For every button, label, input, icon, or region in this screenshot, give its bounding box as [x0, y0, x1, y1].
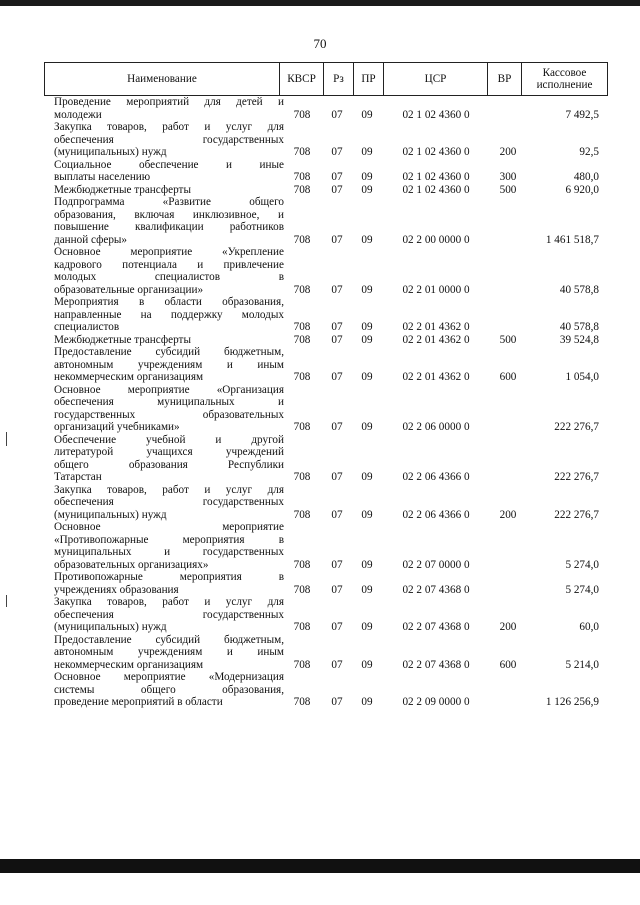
row-csr: 02 2 06 0000 0: [402, 421, 470, 433]
table-row: [44, 196, 608, 246]
row-sum: 92,5: [579, 146, 599, 158]
row-sum: 60,0: [579, 621, 599, 633]
row-vr: 500: [499, 183, 517, 196]
row-name: [54, 334, 284, 347]
row-rz: 07: [331, 658, 343, 671]
header-pr: ПР: [353, 63, 383, 95]
row-kvsr: 708: [293, 171, 311, 183]
row-name-line: Проведение мероприятий для детей и: [54, 96, 284, 108]
row-name-line: образовательные организации»: [54, 283, 204, 296]
row-rz: 07: [331, 146, 343, 158]
row-csr: 02 2 06 4366 0: [402, 471, 470, 483]
header-kvsr: КВСР: [279, 63, 323, 95]
row-vr: 200: [499, 146, 517, 158]
row-pr: 09: [361, 108, 373, 121]
row-rz: 07: [331, 233, 343, 246]
row-csr: 02 2 07 0000 0: [402, 558, 470, 571]
row-name: [54, 246, 284, 296]
row-csr: 02 2 06 4366 0: [402, 508, 470, 521]
row-sum: 40 578,8: [559, 283, 599, 296]
table-row: [44, 159, 608, 184]
row-name-line: Мероприятия в области образования,: [54, 296, 284, 308]
row-name-line: обеспечения муниципальных и: [54, 396, 284, 408]
row-name: [54, 571, 284, 596]
row-rz: 07: [331, 421, 343, 433]
row-sum: 39 524,8: [559, 333, 599, 346]
row-name-line: учреждениях образования: [54, 583, 179, 596]
table-row: [44, 484, 608, 522]
row-name-line: направленные на поддержку молодых: [54, 308, 284, 321]
row-kvsr: 708: [293, 146, 311, 158]
row-name-line: Основное мероприятие: [54, 521, 284, 533]
row-sum: 480,0: [573, 171, 599, 183]
row-name-line: молодых специалистов в: [54, 271, 284, 283]
row-rz: 07: [331, 283, 343, 296]
row-name-line: общего образования Республики: [54, 458, 284, 471]
row-pr: 09: [361, 471, 373, 483]
row-sum: 1 054,0: [565, 371, 599, 383]
row-vr: 600: [499, 371, 517, 383]
row-name-line: системы общего образования,: [54, 683, 284, 696]
scan-edge-mark: [6, 595, 7, 607]
table-row: [44, 521, 608, 571]
row-csr: 02 2 01 0000 0: [402, 283, 470, 296]
row-name-line: обеспечения государственных: [54, 496, 284, 508]
row-csr: 02 2 01 4362 0: [402, 333, 470, 346]
scan-edge-mark: [6, 432, 7, 446]
row-sum: 222 276,7: [554, 471, 599, 483]
row-kvsr: 708: [293, 583, 311, 596]
row-sum: 5 274,0: [565, 583, 599, 596]
row-name-line: некоммерческим организациям: [54, 371, 204, 383]
row-kvsr: 708: [293, 471, 311, 483]
row-name: [54, 96, 284, 121]
row-csr: 02 2 00 0000 0: [402, 233, 470, 246]
row-csr: 02 2 01 4362 0: [402, 371, 470, 383]
row-name-line: Обеспечение учебной и другой: [54, 433, 284, 446]
row-rz: 07: [331, 183, 343, 196]
row-rz: 07: [331, 508, 343, 521]
row-name: [54, 196, 284, 246]
row-pr: 09: [361, 146, 373, 158]
row-rz: 07: [331, 583, 343, 596]
page-number: 70: [313, 36, 327, 51]
row-rz: 07: [331, 621, 343, 633]
table-row: [44, 296, 608, 334]
table-row: [44, 634, 608, 672]
row-pr: 09: [361, 333, 373, 346]
row-rz: 07: [331, 696, 343, 708]
row-pr: 09: [361, 621, 373, 633]
row-pr: 09: [361, 283, 373, 296]
table-row: [44, 671, 608, 709]
table-row: [44, 334, 608, 347]
row-sum: 7 492,5: [565, 108, 599, 121]
row-name: [54, 296, 284, 334]
row-kvsr: 708: [293, 321, 311, 333]
row-kvsr: 708: [293, 658, 311, 671]
table-row: [44, 184, 608, 197]
row-sum: 222 276,7: [554, 508, 599, 521]
row-name-line: выплаты населению: [54, 171, 151, 183]
row-csr: 02 2 09 0000 0: [402, 696, 470, 708]
row-name-line: специалистов: [54, 321, 120, 333]
row-name-line: государственных образовательных: [54, 408, 284, 421]
table-row: [44, 384, 608, 434]
row-name-line: образовательных организациях»: [54, 558, 209, 571]
row-name: [54, 671, 284, 709]
row-name-line: обеспечения государственных: [54, 133, 284, 146]
table-header: [44, 62, 608, 96]
row-vr: 200: [499, 508, 517, 521]
row-name-line: автономным учреждениям и иным: [54, 358, 284, 371]
row-pr: 09: [361, 583, 373, 596]
row-kvsr: 708: [293, 333, 311, 346]
row-rz: 07: [331, 558, 343, 571]
header-vr: ВР: [487, 63, 521, 95]
table-row: [44, 434, 608, 484]
row-csr: 02 1 02 4360 0: [402, 146, 470, 158]
row-sum: 1 126 256,9: [545, 696, 599, 708]
header-rz: Рз: [323, 63, 353, 95]
row-rz: 07: [331, 321, 343, 333]
row-name: [54, 484, 284, 522]
row-name-line: Межбюджетные трансферты: [54, 333, 191, 346]
row-name-line: Закупка товаров, работ и услуг для: [54, 121, 284, 133]
row-sum: 40 578,8: [559, 321, 599, 333]
row-kvsr: 708: [293, 233, 311, 246]
table-row: [44, 596, 608, 634]
row-name-line: Межбюджетные трансферты: [54, 183, 191, 196]
row-name-line: Основное мероприятие «Модернизация: [54, 671, 284, 683]
row-pr: 09: [361, 183, 373, 196]
row-name-line: Социальное обеспечение и иные: [54, 158, 284, 171]
budget-table: [44, 62, 608, 709]
row-pr: 09: [361, 371, 373, 383]
row-name-line: Предоставление субсидий бюджетным,: [54, 346, 284, 358]
row-name: [54, 521, 284, 571]
row-pr: 09: [361, 421, 373, 433]
row-pr: 09: [361, 558, 373, 571]
row-name: [54, 184, 284, 197]
row-sum: 5 214,0: [565, 658, 599, 671]
row-pr: 09: [361, 321, 373, 333]
header-name: Наименование: [127, 72, 197, 85]
row-csr: 02 1 02 4360 0: [402, 108, 470, 121]
row-name-line: кадрового потенциала и привлечение: [54, 258, 284, 271]
row-csr: 02 2 07 4368 0: [402, 621, 470, 633]
row-name-line: Закупка товаров, работ и услуг для: [54, 596, 284, 608]
row-pr: 09: [361, 233, 373, 246]
row-name: [54, 121, 284, 159]
row-name-line: некоммерческим организациям: [54, 658, 204, 671]
row-name-line: муниципальных и государственных: [54, 546, 284, 558]
row-name: [54, 384, 284, 434]
row-csr: 02 2 01 4362 0: [402, 321, 470, 333]
table-row: [44, 571, 608, 596]
row-name-line: автономным учреждениям и иным: [54, 646, 284, 658]
row-sum: 6 920,0: [565, 183, 599, 196]
header-sum: [521, 63, 607, 95]
row-name-line: молодежи: [54, 108, 102, 121]
table-row: [44, 346, 608, 384]
row-csr: 02 1 02 4360 0: [402, 171, 470, 183]
table-body: [44, 96, 608, 709]
row-name-line: (муниципальных) нужд: [54, 621, 167, 633]
row-name: [54, 159, 284, 184]
row-csr: 02 1 02 4360 0: [402, 183, 470, 196]
row-name-line: проведение мероприятий в области: [54, 696, 223, 708]
row-name-line: Закупка товаров, работ и услуг для: [54, 483, 284, 496]
row-kvsr: 708: [293, 421, 311, 433]
row-name-line: данной сферы»: [54, 233, 128, 246]
table-row: [44, 96, 608, 121]
row-rz: 07: [331, 471, 343, 483]
row-kvsr: 708: [293, 621, 311, 633]
row-sum: 5 274,0: [565, 558, 599, 571]
row-name-line: «Противопожарные мероприятия в: [54, 533, 284, 546]
row-name-line: повышение квалификации работников: [54, 221, 284, 233]
row-pr: 09: [361, 171, 373, 183]
header-sum-line2: исполнение: [536, 79, 593, 91]
scan-top-edge: [0, 0, 640, 6]
row-name-line: литературой учащихся учреждений: [54, 446, 284, 458]
row-rz: 07: [331, 171, 343, 183]
row-sum: 222 276,7: [554, 421, 599, 433]
row-name-line: (муниципальных) нужд: [54, 508, 167, 521]
row-kvsr: 708: [293, 508, 311, 521]
row-rz: 07: [331, 333, 343, 346]
row-vr: 300: [499, 171, 517, 183]
header-sum-line1: Кассовое: [542, 66, 587, 79]
row-name-line: Основное мероприятие «Укрепление: [54, 246, 284, 258]
row-name-line: Подпрограмма «Развитие общего: [54, 196, 284, 208]
row-name-line: Татарстан: [54, 471, 102, 483]
row-name-line: Предоставление субсидий бюджетным,: [54, 633, 284, 646]
row-name: [54, 346, 284, 384]
table-row: [44, 121, 608, 159]
row-pr: 09: [361, 658, 373, 671]
row-csr: 02 2 07 4368 0: [402, 658, 470, 671]
row-name-line: (муниципальных) нужд: [54, 146, 167, 158]
row-name-line: организаций учебниками»: [54, 421, 180, 433]
scan-bottom-edge: [0, 859, 640, 873]
row-name: [54, 596, 284, 634]
row-kvsr: 708: [293, 558, 311, 571]
table-row: [44, 246, 608, 296]
row-vr: 200: [499, 621, 517, 633]
row-pr: 09: [361, 696, 373, 708]
row-sum: 1 461 518,7: [545, 233, 599, 246]
row-kvsr: 708: [293, 183, 311, 196]
row-vr: 600: [499, 658, 517, 671]
row-rz: 07: [331, 108, 343, 121]
row-name: [54, 634, 284, 672]
row-vr: 500: [499, 333, 517, 346]
row-kvsr: 708: [293, 108, 311, 121]
row-kvsr: 708: [293, 696, 311, 708]
row-rz: 07: [331, 371, 343, 383]
row-name-line: образования, включая инклюзивное, и: [54, 208, 284, 221]
row-csr: 02 2 07 4368 0: [402, 583, 470, 596]
row-name: [54, 434, 284, 484]
row-name-line: Основное мероприятие «Организация: [54, 383, 284, 396]
row-kvsr: 708: [293, 371, 311, 383]
row-name-line: Противопожарные мероприятия в: [54, 571, 284, 583]
row-kvsr: 708: [293, 283, 311, 296]
header-csr: ЦСР: [383, 63, 487, 95]
row-name-line: обеспечения государственных: [54, 608, 284, 621]
row-pr: 09: [361, 508, 373, 521]
